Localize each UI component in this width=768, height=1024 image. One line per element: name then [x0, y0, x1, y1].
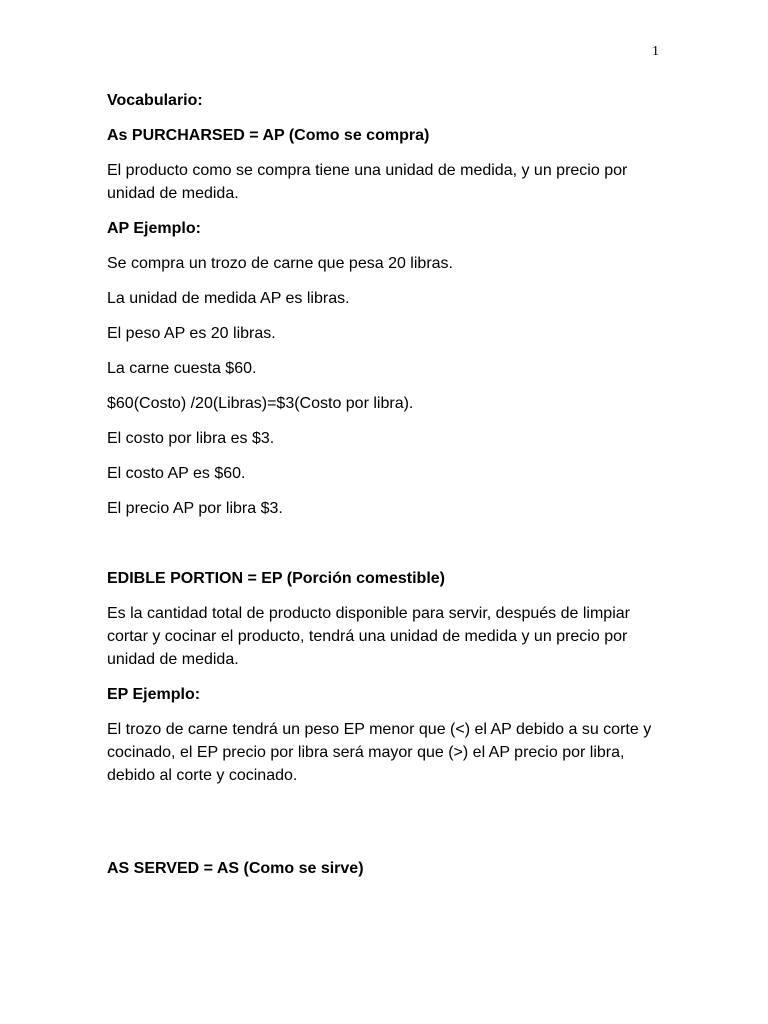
document-body [107, 89, 667, 892]
ep-heading: EDIBLE PORTION = EP (Porción comestible) [107, 570, 445, 587]
ep-example-heading: EP Ejemplo: [107, 686, 201, 703]
ap-example-line: Se compra un trozo de carne que pesa 20 libras. [107, 255, 453, 272]
as-heading: AS SERVED = AS (Como se sirve) [107, 860, 364, 877]
ap-example-line: La unidad de medida AP es libras. [107, 290, 350, 307]
vocabulary-title: Vocabulario: [107, 92, 203, 109]
ep-definition: Es la cantidad total de producto disponible para servir, después de limpiar cortar y cocinar el producto, tendrá una unidad de medida y un precio por unidad de medida. [107, 605, 630, 668]
ap-definition: El producto como se compra tiene una unidad de medida, y un precio por unidad de medida. [107, 162, 628, 202]
ap-heading: As PURCHARSED = AP (Como se compra) [107, 127, 430, 144]
ap-example-line: La carne cuesta $60. [107, 360, 257, 377]
blank-line [107, 799, 667, 857]
ap-example-line: El peso AP es 20 libras. [107, 325, 276, 342]
ap-example-heading: AP Ejemplo: [107, 220, 201, 237]
ap-example-line: $60(Costo) /20(Libras)=$3(Costo por libra). [107, 395, 414, 412]
ap-example-line: El costo AP es $60. [107, 465, 246, 482]
ep-example-text: El trozo de carne tendrá un peso EP menor que (<) el AP debido a su corte y cocinado, el EP precio por libra será mayor que (>) el AP precio por libra, debido al corte y cocinado. [107, 721, 652, 784]
ap-example-line: El precio AP por libra $3. [107, 500, 283, 517]
blank-line [107, 532, 667, 567]
page-number: 1 [652, 44, 659, 59]
ap-example-line: El costo por libra es $3. [107, 430, 275, 447]
